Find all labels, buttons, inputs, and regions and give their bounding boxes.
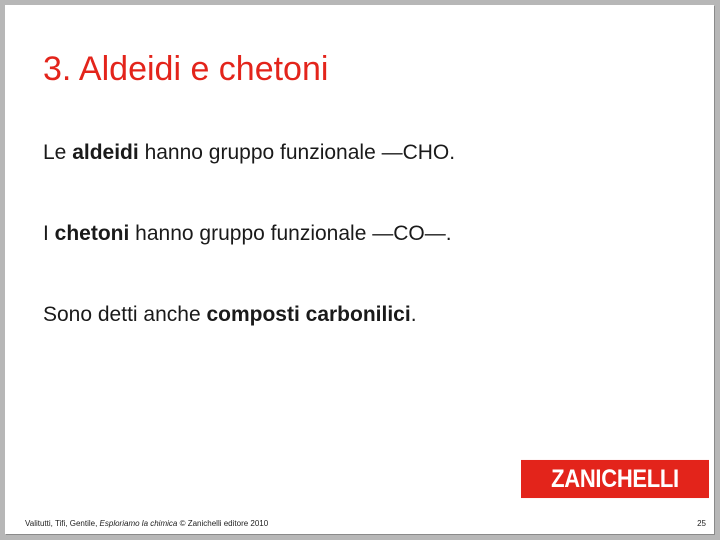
bullet-bold-term: aldeidi [72, 141, 139, 164]
bullet-text: Sono detti anche [43, 303, 207, 326]
page-number: 25 [697, 519, 706, 528]
bullet-text: Le [43, 141, 73, 164]
slide [5, 5, 714, 534]
bullet-aldeidi [43, 140, 455, 166]
footer-authors: Valitutti, Tifi, Gentile, [25, 519, 100, 528]
bullet-chetoni [43, 221, 452, 247]
zanichelli-logo: ZANICHELLI [521, 460, 709, 498]
bullet-text: hanno gruppo funzionale —CHO. [138, 141, 456, 164]
footer-publisher: © Zanichelli editore 2010 [177, 519, 269, 528]
bullet-text: . [410, 303, 417, 326]
bullet-text: hanno gruppo funzionale —CO—. [129, 222, 452, 245]
bullet-text: I [43, 222, 55, 245]
slide-title: 3. Aldeidi e chetoni [43, 50, 329, 88]
bullet-carbonilici [43, 302, 417, 328]
footer-credits [25, 519, 268, 528]
bullet-bold-term: composti carbonilici [206, 303, 411, 326]
footer-book-title: Esploriamo la chimica [99, 519, 178, 528]
bullet-bold-term: chetoni [54, 222, 130, 245]
